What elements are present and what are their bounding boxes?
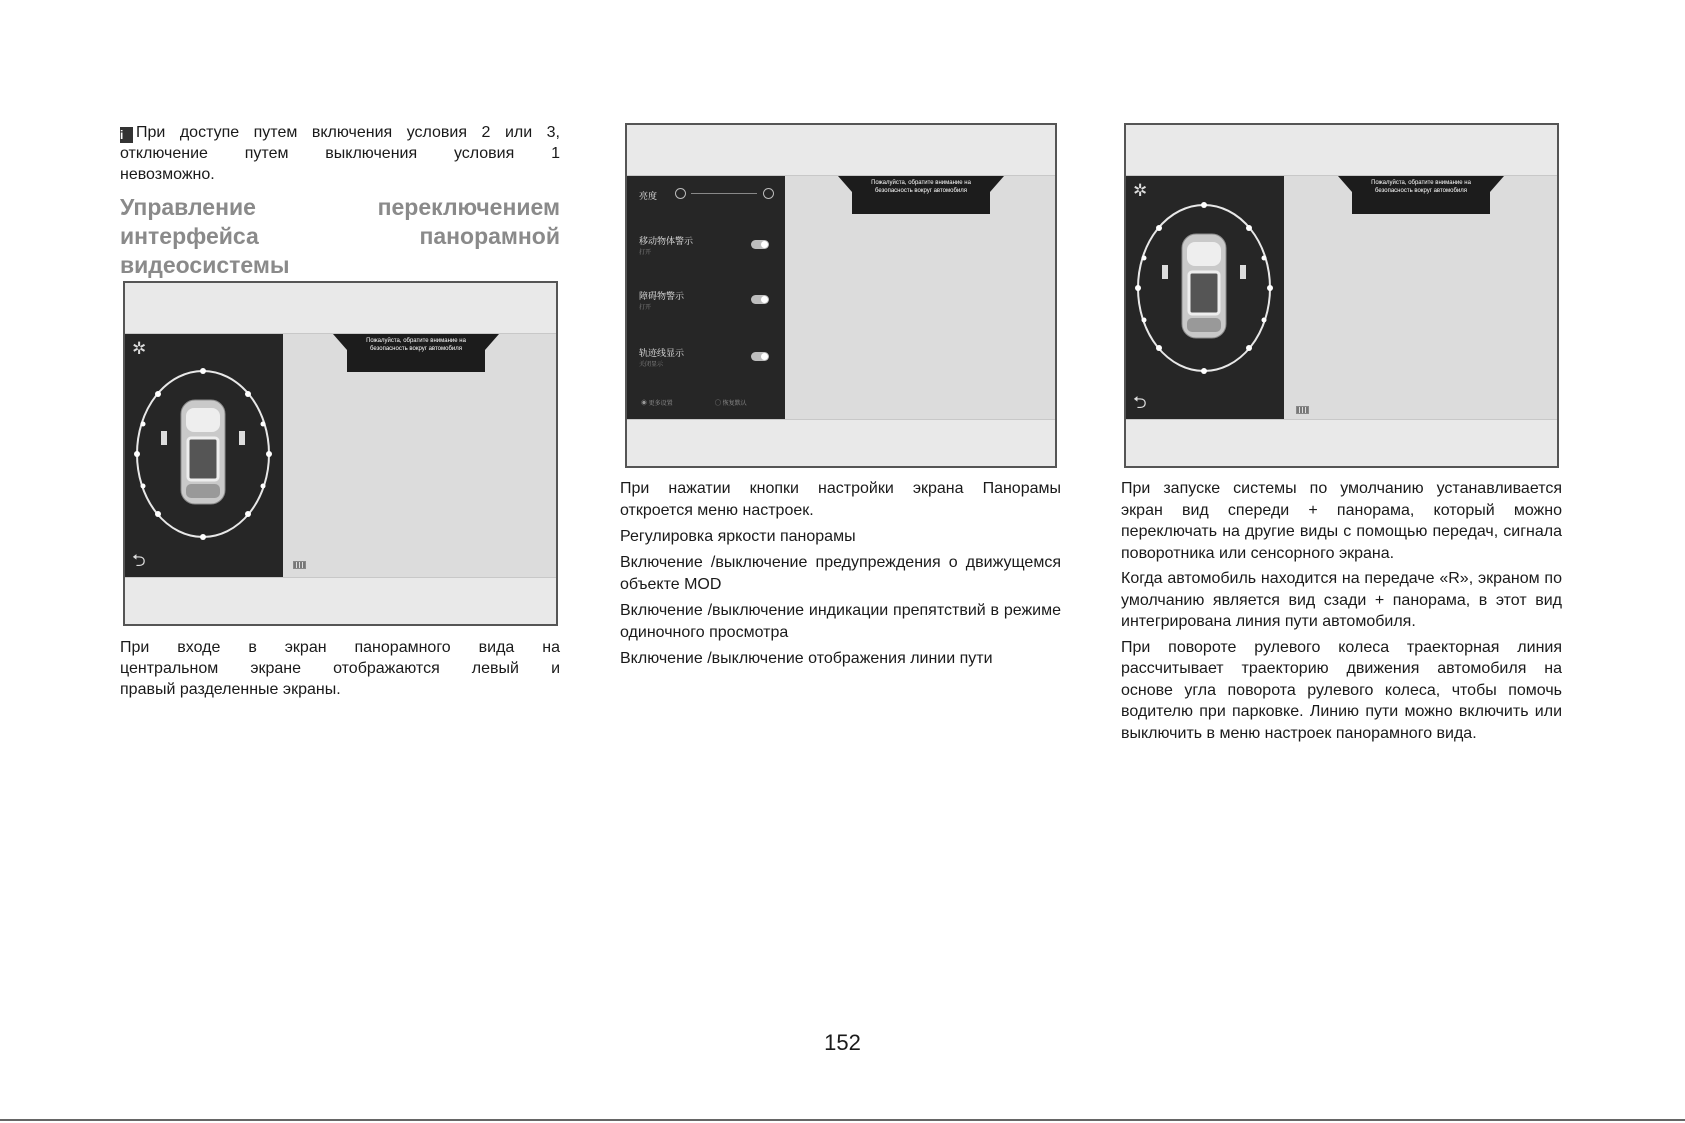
settings-item-mod [639, 234, 773, 268]
camera-view-area [283, 334, 556, 579]
screen-bottom-bar [627, 419, 1055, 466]
panorama-settings-screen [625, 123, 1057, 468]
left-caption [120, 637, 560, 700]
settings-item-label: 轨迹线显示 [639, 348, 685, 358]
view-switch-icon[interactable] [1296, 406, 1309, 414]
back-icon[interactable]: ⮌ [132, 551, 146, 570]
screen-bottom-bar [125, 577, 556, 624]
caption-line-2: центральном экране отображаются левый и [120, 660, 560, 677]
trajectory-toggle[interactable] [751, 352, 769, 361]
right-text [1121, 478, 1562, 748]
screen-bottom-bar [1126, 419, 1557, 466]
middle-text [620, 478, 1061, 674]
gear-icon[interactable]: ✲ [132, 339, 147, 358]
settings-item-state: 打开 [639, 305, 652, 311]
screen-top-bar [627, 125, 1055, 176]
view-switch-icon[interactable] [293, 561, 306, 569]
settings-item-label: 移动物体警示 [639, 236, 694, 246]
screen-top-bar [1126, 125, 1557, 176]
paragraph: При повороте рулевого колеса траекторная линия рассчитывает траекторию движения автомобиля на основе угла поворота рулевого колеса, чтобы помочь водителю при парковке. Линию пути можно включить или выключить в меню настроек панорамного вида. [1121, 638, 1562, 742]
front-panorama-screen [1124, 123, 1559, 468]
brightness-label: 亮度 [639, 191, 658, 201]
paragraph: Когда автомобиль находится на передаче «R», экраном по умолчанию является вид сзади + панорама, в этот вид интегрирована линия пути автомобиля. [1121, 570, 1562, 630]
safety-warning-banner: Пожалуйста, обратите внимание на безопасность вокруг автомобиля [1352, 176, 1490, 214]
note-line-1: i При доступе путем включения условия 2 или 3, [120, 124, 560, 142]
paragraph: При запуске системы по умолчанию устанавливается экран вид спереди + панорама, который можно переключать на другие виды с помощью передач, сигнала поворотника или сенсорного экрана. [1121, 480, 1562, 562]
screen-top-bar [125, 283, 556, 334]
safety-warning-banner: Пожалуйста, обратите внимание на безопасность вокруг автомобиля [347, 334, 485, 372]
brightness-slider[interactable] [691, 193, 757, 194]
settings-item-trajectory [639, 346, 773, 380]
brightness-minus-icon[interactable] [675, 188, 686, 199]
paragraph: Включение /выключение отображения линии пути [620, 650, 993, 667]
panorama-view-panel [125, 334, 283, 579]
brightness-plus-icon[interactable] [763, 188, 774, 199]
section-heading: Управление переключением интерфейса панорамной видеосистемы [120, 194, 560, 278]
panorama-split-screen [123, 281, 558, 626]
safety-warning-banner: Пожалуйста, обратите внимание на безопасность вокруг автомобиля [852, 176, 990, 214]
vehicle-surround-graphic [125, 334, 283, 579]
note-line-2: отключение путем выключения условия 1 [120, 145, 560, 162]
obstacle-toggle[interactable] [751, 295, 769, 304]
settings-item-state: 关闭显示 [639, 362, 664, 368]
caption-line-3: правый разделенные экраны. [120, 681, 341, 698]
paragraph: Регулировка яркости панорамы [620, 528, 856, 545]
page-bottom-rule [0, 1119, 1685, 1121]
camera-view-area [1284, 176, 1557, 421]
settings-item-state: 打开 [639, 250, 652, 256]
brightness-row [639, 186, 773, 220]
back-icon[interactable]: ⮌ [1133, 393, 1147, 412]
note-line-3: невозможно. [120, 166, 215, 183]
vehicle-surround-graphic [1126, 176, 1284, 421]
more-settings-button[interactable]: ◉ 更多设置 [641, 401, 673, 407]
mod-toggle[interactable] [751, 240, 769, 249]
paragraph: Включение /выключение предупреждения о движущемся объекте MOD [620, 554, 1061, 593]
settings-item-label: 障碍物警示 [639, 291, 685, 301]
restore-default-button[interactable]: ◯ 恢复默认 [715, 401, 747, 407]
paragraph: При нажатии кнопки настройки экрана Панорамы откроется меню настроек. [620, 480, 1061, 519]
settings-item-obstacle [639, 289, 773, 323]
caption-line-1: При входе в экран панорамного вида на [120, 639, 560, 656]
panorama-view-panel [1126, 176, 1284, 421]
page-number: 152 [824, 1030, 861, 1055]
paragraph: Включение /выключение индикации препятствий в режиме одиночного просмотра [620, 602, 1061, 641]
left-column [120, 122, 560, 280]
info-note-icon: i [120, 127, 133, 143]
gear-icon[interactable]: ✲ [1133, 181, 1148, 200]
settings-menu-panel [627, 176, 785, 421]
camera-view-area [785, 176, 1055, 421]
